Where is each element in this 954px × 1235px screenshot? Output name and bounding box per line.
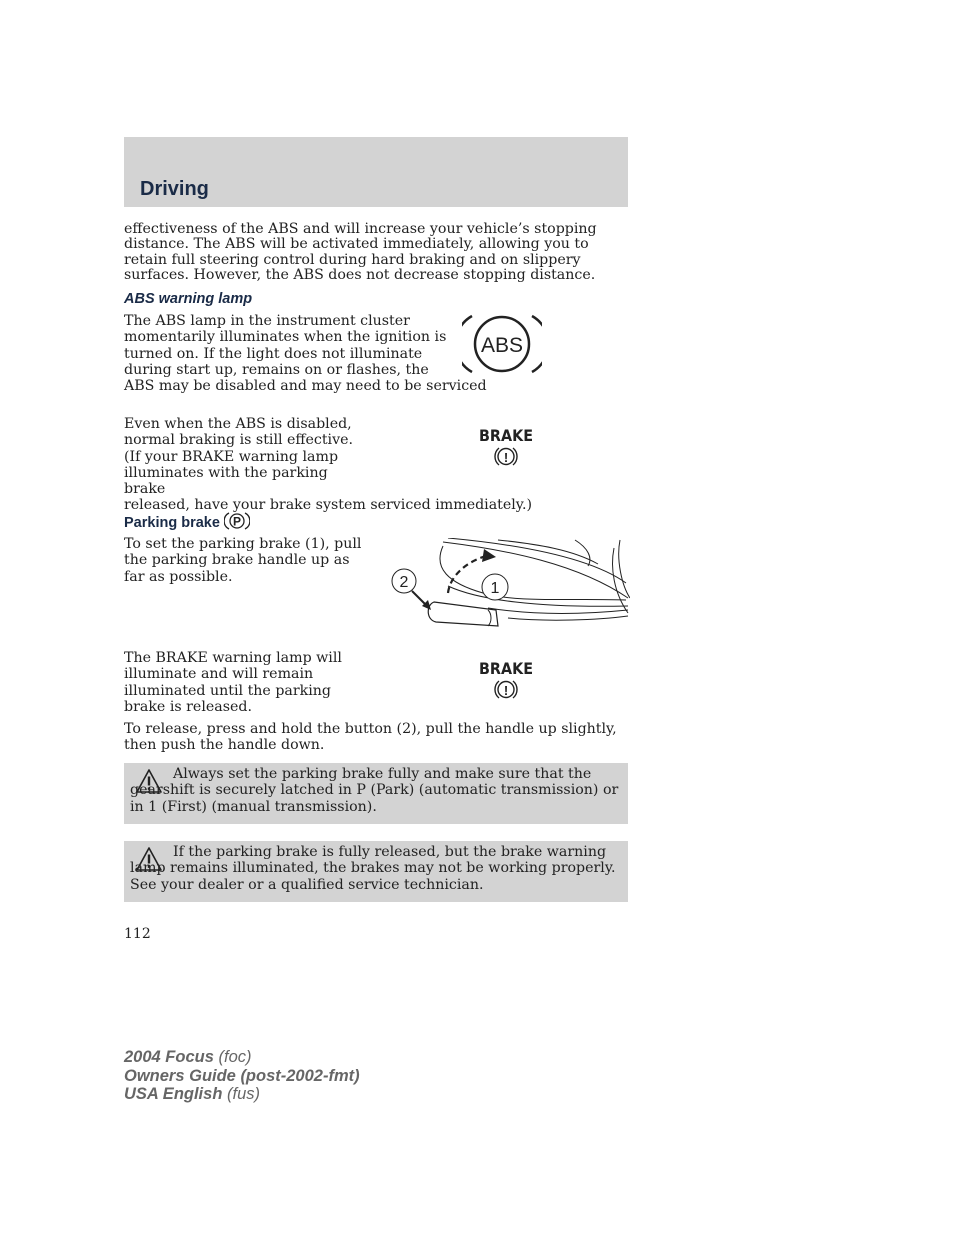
abs-lamp-icon [462, 312, 542, 376]
footer-model: 2004 Focus [124, 1048, 214, 1066]
parking-brake-heading-text: Parking brake [124, 515, 220, 531]
brake-lamp-icon-2 [476, 657, 536, 701]
abs-disabled-part2: released, have your brake system serviced immediately.) [124, 497, 532, 514]
figure-label-1: 1 [490, 580, 500, 597]
page-number: 112 [124, 926, 151, 942]
brake-lamp-icon [476, 424, 536, 468]
figure-label-2: 2 [399, 574, 409, 591]
footer-language: USA English [124, 1085, 223, 1103]
release-paragraph: To release, press and hold the button (2), pull the handle up slightly, then push the handle down. [124, 721, 617, 754]
brake-icon-label-2: BRAKE [479, 659, 533, 678]
parking-brake-handle-illustration [388, 538, 630, 634]
abs-heading: ABS warning lamp [124, 291, 253, 307]
parking-p-icon [224, 511, 250, 531]
warning-text: Always set the parking brake fully and make sure that the gearshift is securely latched in P (Park) (automatic transmission) or in 1 (First) (manual transmission). [130, 766, 619, 815]
footer-line-1 [124, 1048, 360, 1067]
brake-lamp-paragraph: The BRAKE warning lamp will illuminate and will remain illuminated until the parking brake is released. [124, 650, 342, 715]
page-title: Driving [140, 178, 209, 200]
intro-paragraph: effectiveness of the ABS and will increase your vehicle’s stopping distance. The ABS will be activated immediately, allowing you to retain full steering control during hard braking and on slippery surfaces. However, the ABS does not decrease stopping distance. [124, 221, 597, 284]
warning-text: If the parking brake is fully released, but the brake warning lamp remains illuminated, the brakes may not be working properly. See your dealer or a qualified service technician. [130, 844, 616, 893]
abs-disabled-part1: Even when the ABS is disabled, normal braking is still effective. (If your BRAKE warning lamp illuminates with the parking brake [124, 416, 354, 498]
brake-icon-symbol: ! [503, 450, 509, 465]
brake-icon-symbol-2: ! [503, 683, 509, 698]
abs-icon-label: ABS [480, 334, 524, 357]
footer-language-code: (fus) [227, 1085, 260, 1103]
parking-set-paragraph: To set the parking brake (1), pull the parking brake handle up as far as possible. [124, 536, 362, 585]
footer-guide: Owners Guide (post-2002-fmt) [124, 1066, 360, 1085]
parking-p-label: P [232, 514, 241, 529]
footer-model-code: (foc) [218, 1048, 252, 1066]
warning-box [124, 763, 628, 824]
warning-box [124, 841, 628, 902]
abs-disabled-paragraph [124, 416, 532, 514]
document-footer [124, 1048, 360, 1104]
parking-brake-heading [124, 511, 250, 531]
abs-paragraph-part1: The ABS lamp in the instrument cluster momentarily illuminates when the ignition is turned on. If the light does not illuminate during start up, remains on or flashes, the [124, 313, 447, 378]
abs-paragraph-part2: ABS may be disabled and may need to be serviced [124, 378, 487, 395]
abs-paragraph [124, 313, 487, 395]
footer-line-2 [124, 1067, 360, 1086]
brake-icon-label: BRAKE [479, 426, 533, 445]
footer-line-3 [124, 1085, 360, 1104]
section-header [124, 137, 628, 207]
